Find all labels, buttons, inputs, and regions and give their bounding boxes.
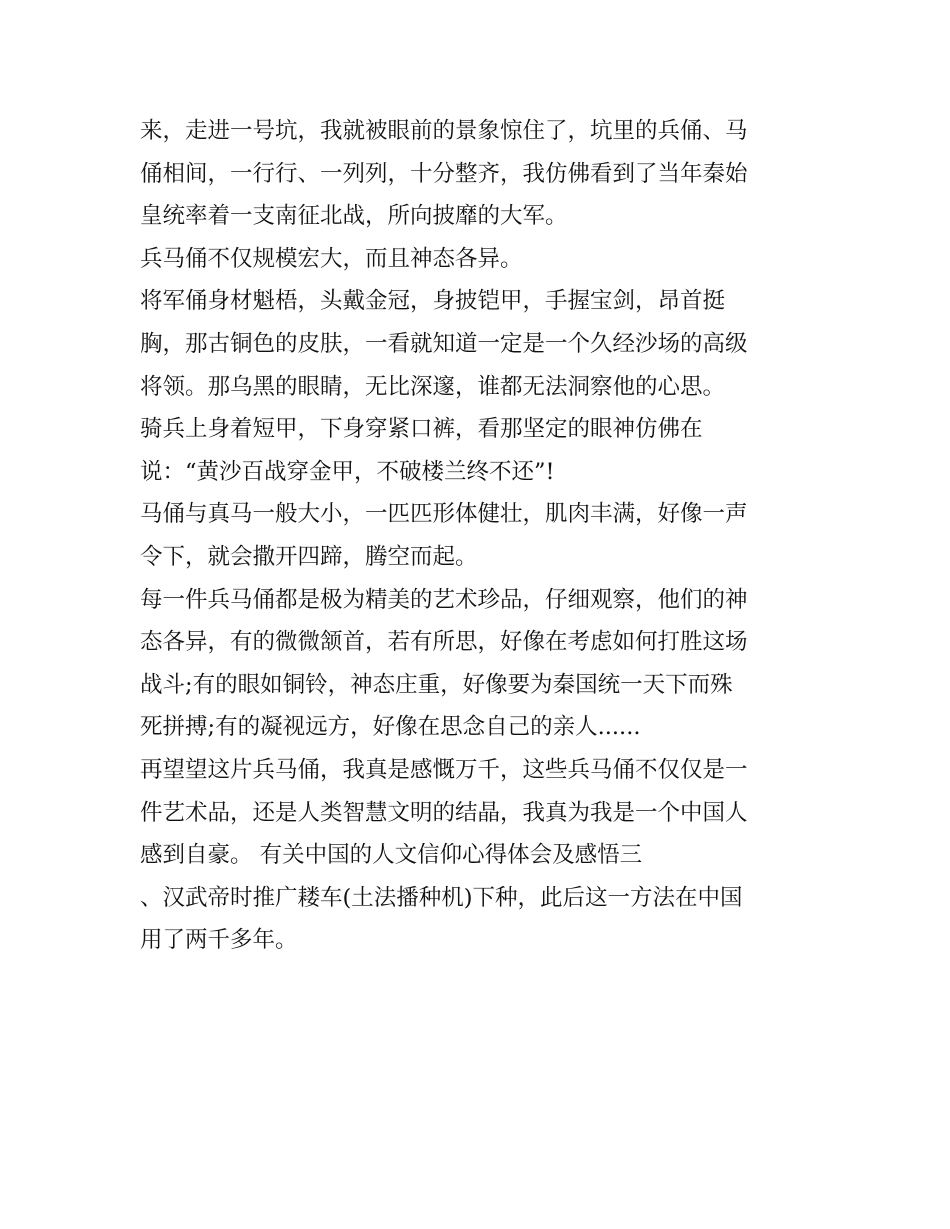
text-line: 感到自豪。 有关中国的人文信仰心得体会及感悟三	[140, 842, 643, 869]
text-line: 来，走进一号坑，我就被眼前的景象惊住了，坑里的兵俑、马	[140, 118, 748, 144]
text-line: 再望望这片兵马俑，我真是感慨万千，这些兵马俑不仅仅是一	[140, 756, 748, 783]
text-line: 将军俑身材魁梧，头戴金冠，身披铠甲，手握宝剑，昂首挺	[140, 288, 726, 315]
text-line: 令下，就会撒开四蹄，腾空而起。	[140, 543, 478, 570]
text-line: 、汉武帝时推广耧车(土法播种机)下种，此后这一方法在中国	[140, 884, 743, 911]
text-line: 每一件兵马俑都是极为精美的艺术珍品，仔细观察，他们的神	[140, 586, 748, 613]
text-line: 胸，那古铜色的皮肤，一看就知道一定是一个久经沙场的高级	[140, 330, 748, 357]
text-line: 俑相间，一行行、一列列，十分整齐，我仿佛看到了当年秦始	[140, 160, 748, 187]
text-line: 骑兵上身着短甲，下身穿紧口裤，看那坚定的眼神仿佛在	[140, 416, 703, 443]
text-line: 战斗;有的眼如铜铃，神态庄重，好像要为秦国统一天下而殊	[140, 671, 733, 698]
text-line: 态各异，有的微微颔首，若有所思，好像在考虑如何打胜这场	[140, 629, 748, 656]
text-line: 马俑与真马一般大小，一匹匹形体健壮，肌肉丰满，好像一声	[140, 501, 748, 528]
text-line: 死拼搏;有的凝视远方，好像在思念自己的亲人......	[140, 714, 641, 741]
document-body	[140, 110, 820, 962]
text-line: 说：“黄沙百战穿金甲，不破楼兰终不还”!	[140, 458, 555, 485]
text-line: 件艺术品，还是人类智慧文明的结晶，我真为我是一个中国人	[140, 799, 748, 826]
text-line: 将领。那乌黑的眼睛，无比深邃，谁都无法洞察他的心思。	[140, 373, 726, 400]
text-line: 皇统率着一支南征北战，所向披靡的大军。	[140, 203, 568, 230]
text-line: 用了两千多年。	[140, 927, 298, 954]
text-line: 兵马俑不仅规模宏大，而且神态各异。	[140, 245, 523, 272]
